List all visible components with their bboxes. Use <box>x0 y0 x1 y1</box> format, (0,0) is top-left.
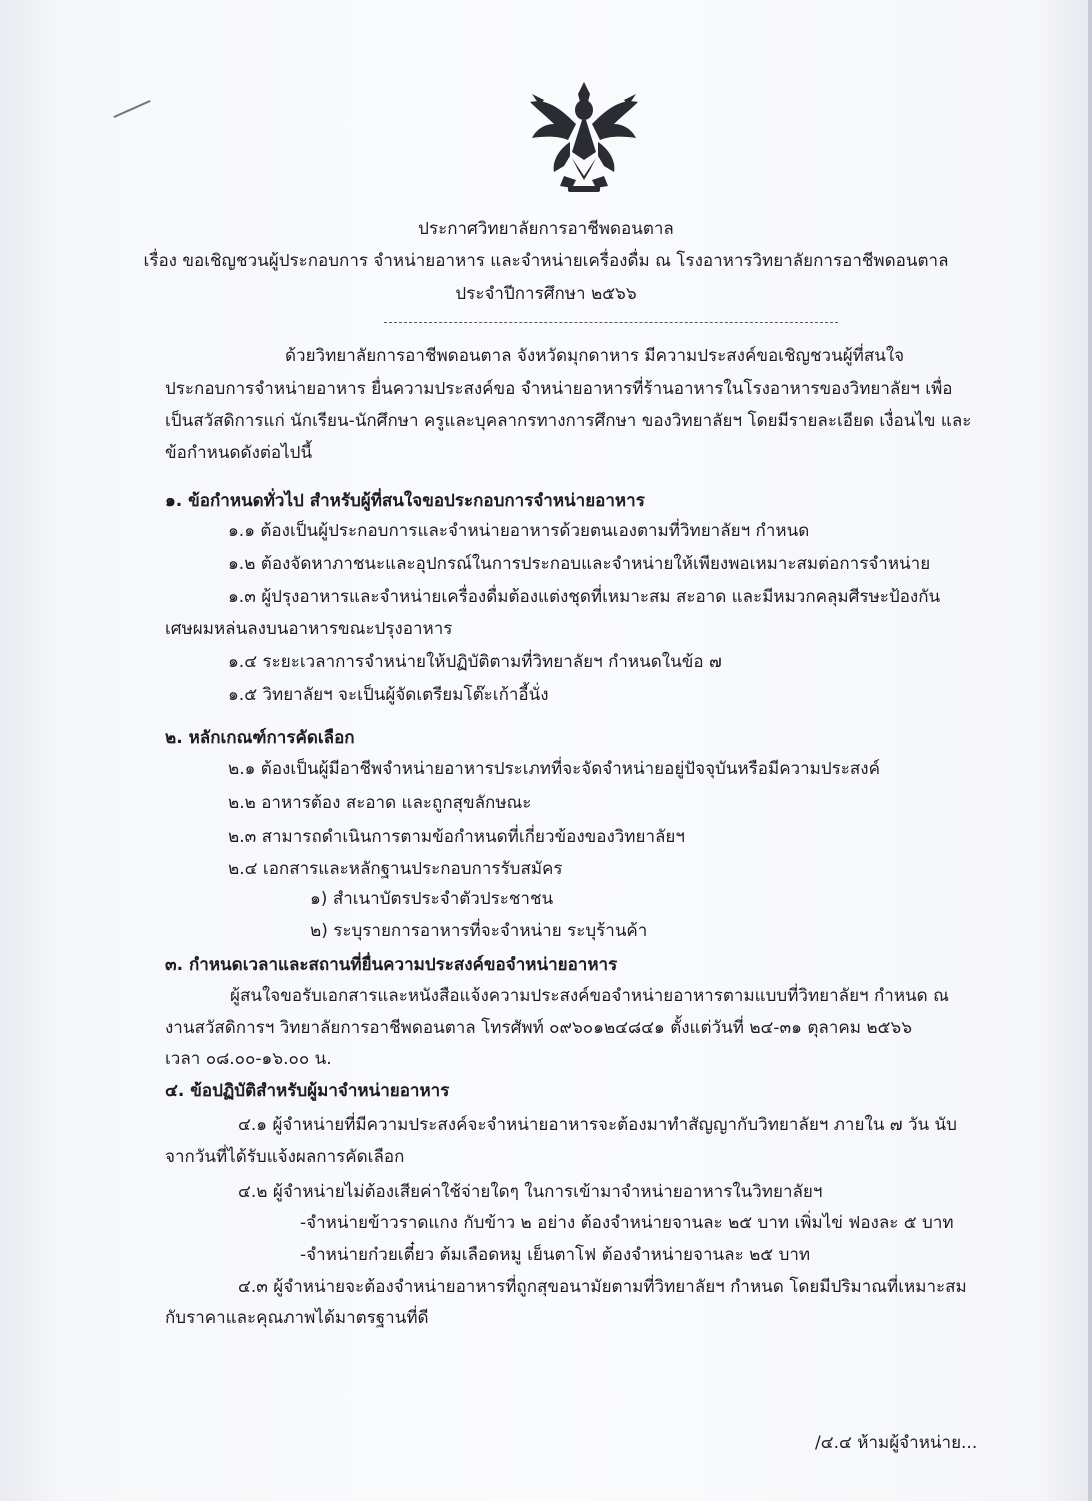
price-line: -จำหน่ายข้าวราดแกง กับข้าว ๒ อย่าง ต้องจำหน่ายจานละ ๒๕ บาท เพิ่มไข่ ฟองละ ๕ บาท <box>300 1213 954 1233</box>
intro-line: เป็นสวัสดิการแก่ นักเรียน-นักศึกษา ครูและบุคลากรทางการศึกษา ของวิทยาลัยฯ โดยมีรายละเอียด เงื่อนไข และ <box>165 411 972 431</box>
list-item: ๒.๔ เอกสารและหลักฐานประกอบการรับสมัคร <box>228 859 563 879</box>
section-heading: ๔. ข้อปฏิบัติสำหรับผู้มาจำหน่ายอาหาร <box>165 1081 450 1101</box>
paragraph-line: จากวันที่ได้รับแจ้งผลการคัดเลือก <box>165 1147 405 1167</box>
list-item: ๒.๓ สามารถดำเนินการตามข้อกำหนดที่เกี่ยวข้องของวิทยาลัยฯ <box>228 827 685 847</box>
section-heading: ๑. ข้อกำหนดทั่วไป สำหรับผู้ที่สนใจขอประกอบการจำหน่ายอาหาร <box>165 491 645 511</box>
list-item: ๒.๑ ต้องเป็นผู้มีอาชีพจำหน่ายอาหารประเภทที่จะจัดจำหน่ายอยู่ปัจจุบันหรือมีความประสงค์ <box>228 759 880 779</box>
paragraph-line: ผู้สนใจขอรับเอกสารและหนังสือแจ้งความประสงค์ขอจำหน่ายอาหารตามแบบที่วิทยาลัยฯ กำหนด ณ <box>230 986 949 1006</box>
price-line: -จำหน่ายก๋วยเตี๋ยว ต้มเลือดหมู เย็นตาโฟ ต้องจำหน่ายจานละ ๒๕ บาท <box>300 1245 811 1265</box>
intro-line: ประกอบการจำหน่ายอาหาร ยื่นความประสงค์ขอ จำหน่ายอาหารที่ร้านอาหารในโรงอาหารของวิทยาลัยฯ เพื่อ <box>165 379 953 399</box>
sub-list-item: ๑) สำเนาบัตรประจำตัวประชาชน <box>310 889 554 909</box>
paragraph-line: เวลา ๐๘.๐๐-๑๖.๐๐ น. <box>165 1049 332 1069</box>
sub-list-item: ๒) ระบุรายการอาหารที่จะจำหน่าย ระบุร้านค้า <box>310 921 648 941</box>
intro-line: ด้วยวิทยาลัยการอาชีพดอนตาล จังหวัดมุกดาหาร มีความประสงค์ขอเชิญชวนผู้ที่สนใจ <box>285 346 905 366</box>
paragraph-line: ๔.๒ ผู้จำหน่ายไม่ต้องเสียค่าใช้จ่ายใดๆ ในการเข้ามาจำหน่ายอาหารในวิทยาลัยฯ <box>238 1182 823 1202</box>
section-heading: ๓. กำหนดเวลาและสถานที่ยื่นความประสงค์ขอจำหน่ายอาหาร <box>165 955 618 975</box>
paragraph-line: กับราคาและคุณภาพได้มาตรฐานที่ดี <box>165 1308 429 1328</box>
paragraph-line: ๔.๑ ผู้จำหน่ายที่มีความประสงค์จะจำหน่ายอาหารจะต้องมาทำสัญญากับวิทยาลัยฯ ภายใน ๗ วัน นับ <box>238 1115 957 1135</box>
academic-year: ประจำปีการศึกษา ๒๕๖๖ <box>455 284 637 304</box>
list-item: ๑.๕ วิทยาลัยฯ จะเป็นผู้จัดเตรียมโต๊ะเก้าอี้นั่ง <box>228 685 549 705</box>
list-item: ๑.๔ ระยะเวลาการจำหน่ายให้ปฏิบัติตามที่วิทยาลัยฯ กำหนดในข้อ ๗ <box>228 652 722 672</box>
paragraph-line: ๔.๓ ผู้จำหน่ายจะต้องจำหน่ายอาหารที่ถูกสุขอนามัยตามที่วิทยาลัยฯ กำหนด โดยมีปริมาณที่เหมาะสม <box>238 1277 967 1297</box>
list-item: ๑.๑ ต้องเป็นผู้ประกอบการและจำหน่ายอาหารด้วยตนเองตามที่วิทยาลัยฯ กำหนด <box>228 521 810 541</box>
section-heading: ๒. หลักเกณฑ์การคัดเลือก <box>165 728 355 748</box>
staple-mark <box>113 100 150 118</box>
garuda-emblem-icon <box>524 80 644 196</box>
continuation-note: /๔.๔ ห้ามผู้จำหน่าย... <box>815 1433 978 1453</box>
announcement-title: ประกาศวิทยาลัยการอาชีพดอนตาล <box>418 219 674 239</box>
list-item: ๑.๒ ต้องจัดหาภาชนะและอุปกรณ์ในการประกอบและจำหน่ายให้เพียงพอเหมาะสมต่อการจำหน่าย <box>228 554 931 574</box>
list-item: ๑.๓ ผู้ปรุงอาหารและจำหน่ายเครื่องดื่มต้องแต่งชุดที่เหมาะสม สะอาด และมีหมวกคลุมศีรษะป้องกัน <box>228 587 941 607</box>
dashed-divider <box>384 322 838 323</box>
list-item: เศษผมหล่นลงบนอาหารขณะปรุงอาหาร <box>165 619 453 639</box>
list-item: ๒.๒ อาหารต้อง สะอาด และถูกสุขลักษณะ <box>228 793 532 813</box>
intro-line: ข้อกำหนดดังต่อไปนี้ <box>165 443 313 463</box>
announcement-subject: เรื่อง ขอเชิญชวนผู้ประกอบการ จำหน่ายอาหาร และจำหน่ายเครื่องดื่ม ณ โรงอาหารวิทยาลัยการอาชีพดอนตาล <box>143 251 949 271</box>
paragraph-line: งานสวัสดิการฯ วิทยาลัยการอาชีพดอนตาล โทรศัพท์ ๐๙๖๐๑๒๔๘๔๑ ตั้งแต่วันที่ ๒๔-๓๑ ตุลาคม ๒๕๖๖ <box>165 1018 912 1038</box>
